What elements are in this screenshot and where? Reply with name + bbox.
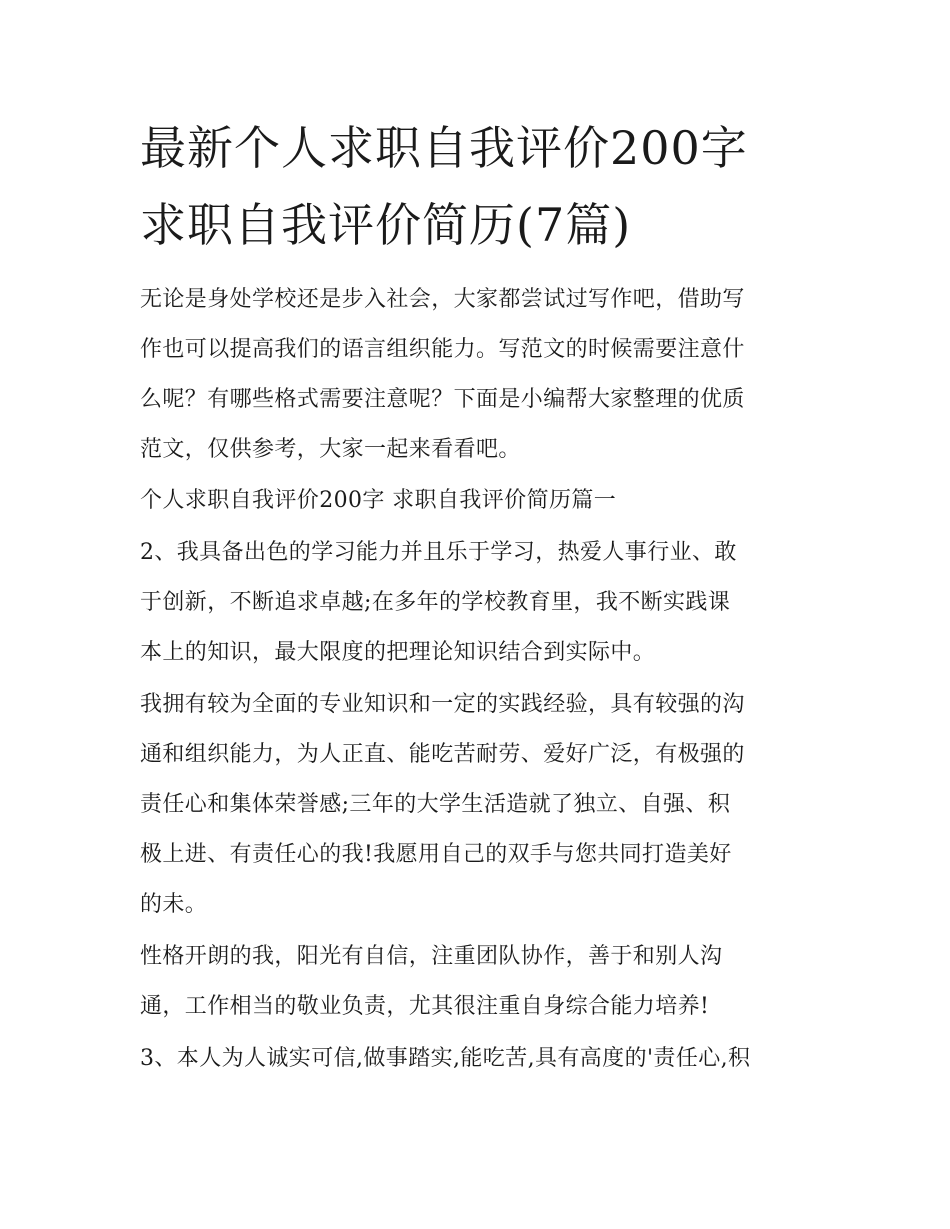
intro-line-1: 无论是身处学校还是步入社会，大家都尝试过写作吧，借助写 [140,287,745,312]
paragraph-line: 2、我具备出色的学习能力并且乐于学习，热爱人事行业、敢 [140,540,737,565]
paragraph-line: 极上进、有责任心的我!我愿用自己的双手与您共同打造美好 [140,842,732,867]
paragraph-line: 的未。 [140,892,208,917]
document-title-line-1: 最新个人求职自我评价200字 [140,121,748,175]
paragraph-line: 责任心和集体荣誉感;三年的大学生活造就了独立、自强、积 [140,792,731,817]
intro-line-2: 作也可以提高我们的语言组织能力。写范文的时候需要注意什 [140,337,745,362]
document-title-line-2: 求职自我评价简历(7篇) [140,198,632,252]
paragraph-line: 于创新，不断追求卓越;在多年的学校教育里，我不断实践课 [140,590,731,615]
section-heading: 个人求职自我评价200字 求职自我评价简历篇一 [140,488,617,513]
paragraph-line: 3、本人为人诚实可信,做事踏实,能吃苦,具有高度的'责任心,积 [140,1046,751,1071]
intro-line-3: 么呢？有哪些格式需要注意呢？下面是小编帮大家整理的优质 [140,387,745,412]
paragraph-line: 我拥有较为全面的专业知识和一定的实践经验，具有较强的沟 [140,692,745,717]
paragraph-line: 通，工作相当的敬业负责，尤其很注重自身综合能力培养! [140,994,710,1019]
paragraph-line: 本上的知识，最大限度的把理论知识结合到实际中。 [140,640,656,665]
paragraph-line: 通和组织能力，为人正直、能吃苦耐劳、爱好广泛，有极强的 [140,742,745,767]
intro-line-4: 范文，仅供参考，大家一起来看看吧。 [140,437,521,462]
paragraph-line: 性格开朗的我，阳光有自信，注重团队协作，善于和别人沟 [140,944,723,969]
